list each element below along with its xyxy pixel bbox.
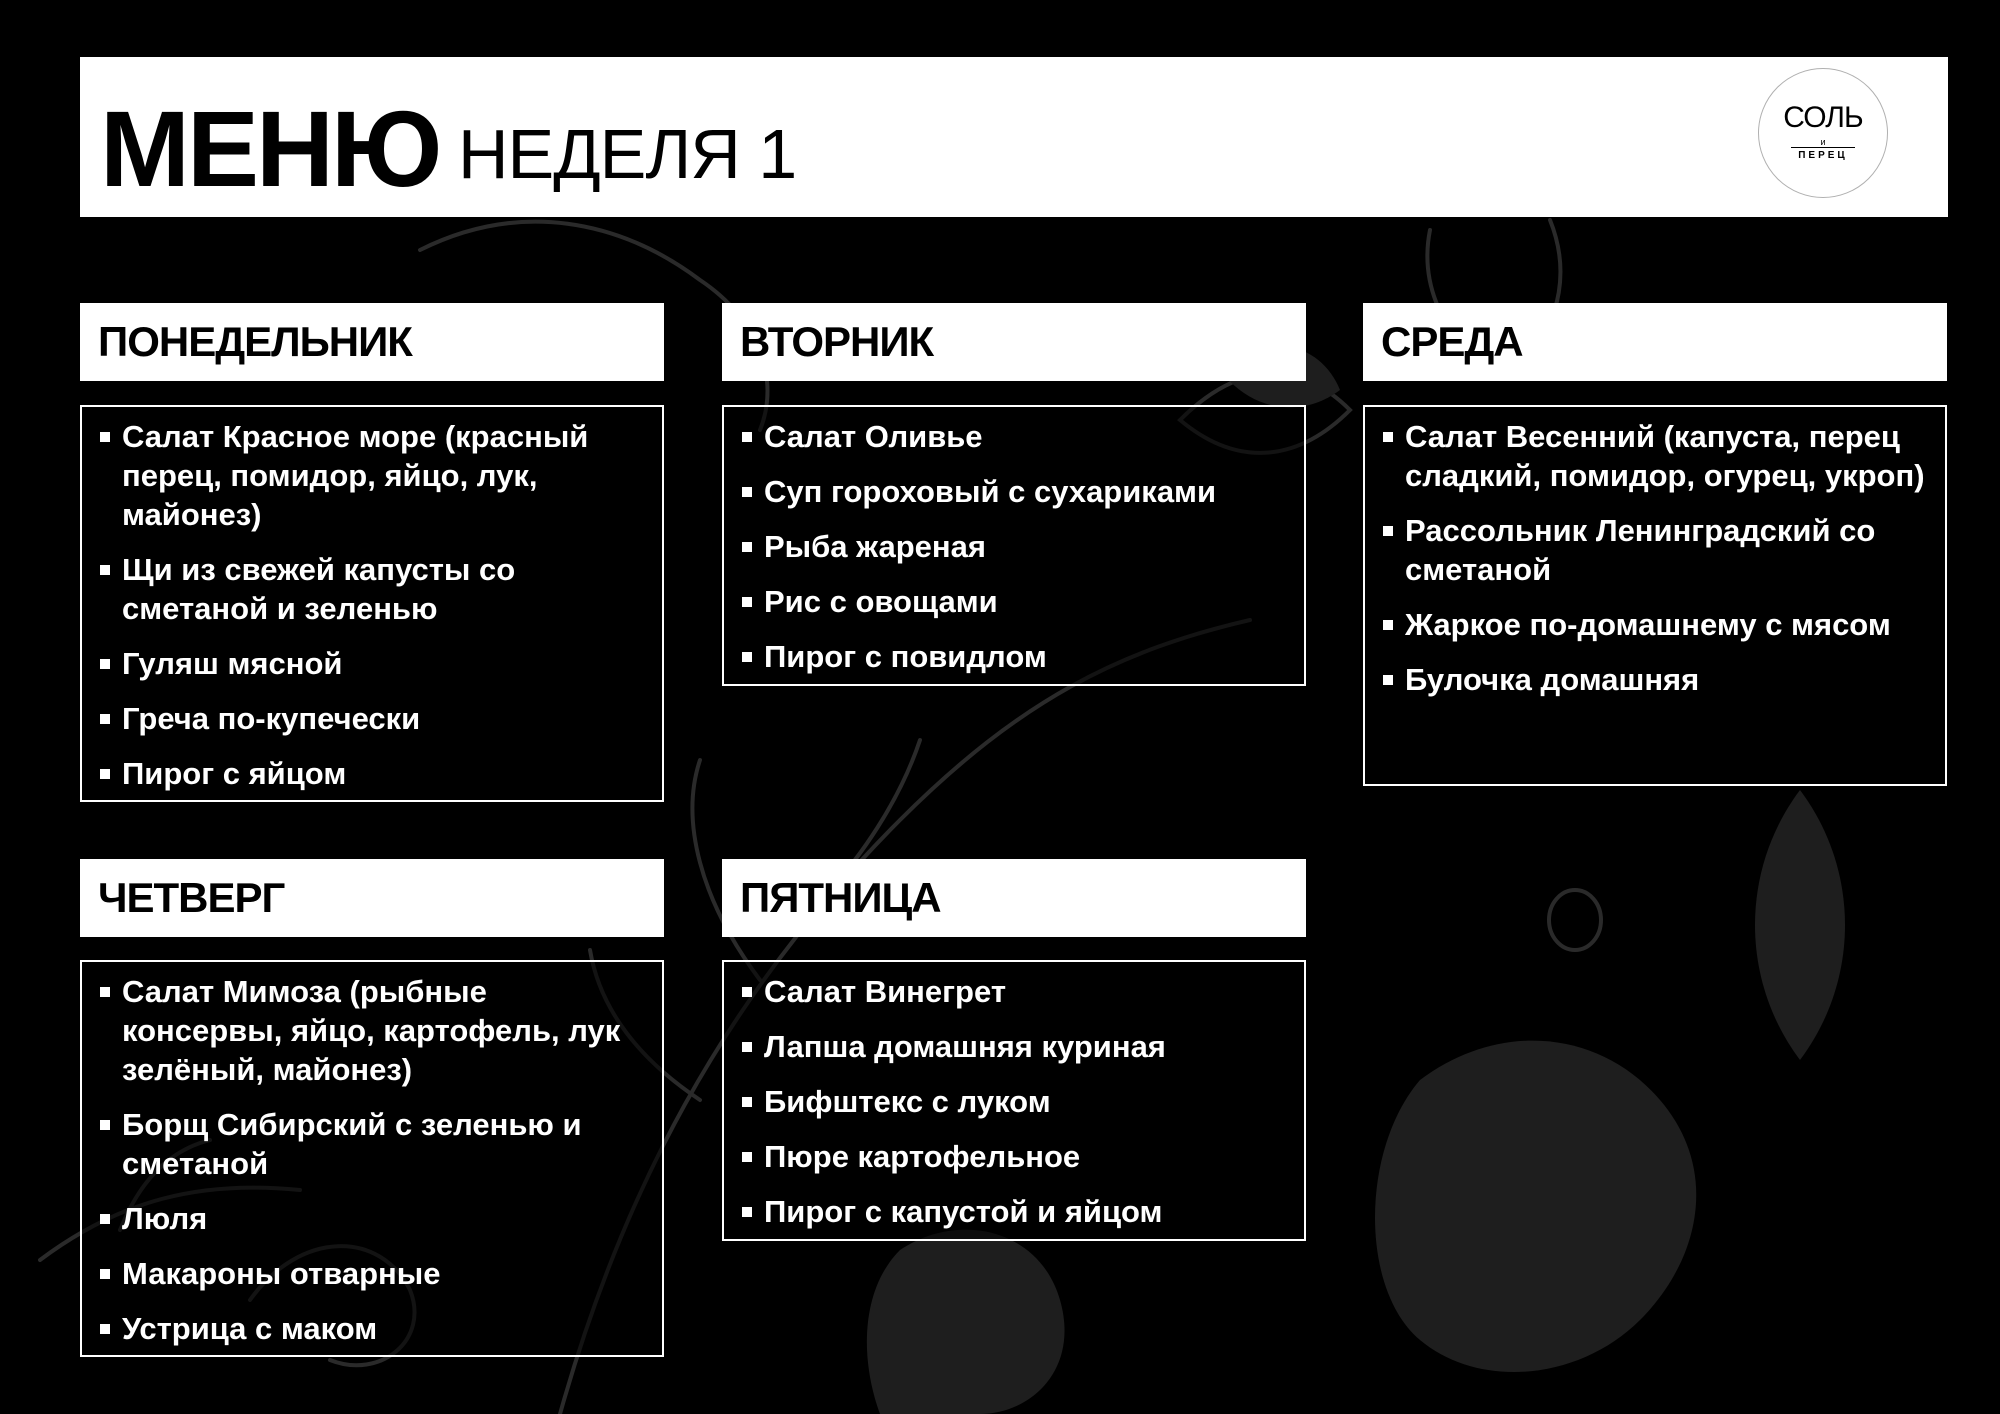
logo-word-bottom: ПЕРЕЦ: [1798, 150, 1848, 161]
bullet-icon: [742, 1097, 752, 1107]
menu-item-text: Булочка домашняя: [1405, 662, 1700, 697]
logo-divider: [1791, 147, 1855, 148]
menu-item: [100, 417, 644, 534]
page-title: МЕНЮ: [100, 88, 440, 209]
menu-item-text: Гуляш мясной: [122, 646, 343, 681]
menu-item-text: Салат Мимоза (рыбные консервы, яйцо, картофель, лук зелёный, майонез): [122, 974, 621, 1087]
bullet-icon: [1383, 620, 1393, 630]
menu-item-text: Рис с овощами: [764, 584, 998, 619]
menu-item: [100, 699, 644, 738]
menu-item-text: Салат Оливье: [764, 419, 983, 454]
mint-leaf-silhouette-decor: [867, 1230, 1065, 1414]
leaf-silhouette-decor: [1755, 790, 1845, 1060]
menu-item-text: Пирог с повидлом: [764, 639, 1047, 674]
bullet-icon: [742, 542, 752, 552]
menu-item: [100, 550, 644, 628]
menu-item: [742, 472, 1286, 511]
week-subtitle: НЕДЕЛЯ 1: [458, 115, 797, 193]
menu-item: [1383, 417, 1927, 495]
logo-word-middle: и: [1820, 137, 1826, 147]
parsley-silhouette-decor: [1375, 1041, 1696, 1372]
menu-header: [80, 57, 1948, 217]
menu-item: [1383, 660, 1927, 699]
bullet-icon: [100, 714, 110, 724]
menu-item-text: Суп гороховый с сухариками: [764, 474, 1217, 509]
menu-item: [100, 972, 644, 1089]
day-menu-wednesday: [1363, 405, 1947, 786]
menu-item-text: Макароны отварные: [122, 1256, 441, 1291]
day-menu-monday: [80, 405, 664, 802]
menu-item: [1383, 511, 1927, 589]
menu-item-text: Салат Весенний (капуста, перец сладкий, помидор, огурец, укроп): [1405, 419, 1925, 493]
menu-item-text: Греча по-купечески: [122, 701, 421, 736]
menu-item: [742, 1082, 1286, 1121]
menu-item-text: Рассольник Ленинградский со сметаной: [1405, 513, 1876, 587]
menu-item-text: Жаркое по-домашнему с мясом: [1405, 607, 1891, 642]
day-menu-friday: [722, 960, 1306, 1241]
day-header-thursday: ЧЕТВЕРГ: [80, 859, 664, 937]
menu-item-text: Люля: [122, 1201, 208, 1236]
menu-item-text: Лапша домашняя куриная: [764, 1029, 1166, 1064]
day-menu-thursday: [80, 960, 664, 1357]
bullet-icon: [1383, 526, 1393, 536]
menu-item-text: Щи из свежей капусты со сметаной и зеленью: [122, 552, 516, 626]
menu-item: [742, 972, 1286, 1011]
menu-item-text: Устрица с маком: [122, 1311, 378, 1346]
bullet-icon: [100, 987, 110, 997]
bullet-icon: [742, 987, 752, 997]
menu-item: [742, 1192, 1286, 1231]
day-header-friday: ПЯТНИЦА: [722, 859, 1306, 937]
menu-item: [100, 1309, 644, 1348]
menu-item-text: Рыба жареная: [764, 529, 986, 564]
bullet-icon: [742, 1152, 752, 1162]
menu-item-text: Салат Красное море (красный перец, помидор, яйцо, лук, майонез): [122, 419, 589, 532]
menu-item-text: Пюре картофельное: [764, 1139, 1081, 1174]
bullet-icon: [742, 432, 752, 442]
menu-item-text: Бифштекс с луком: [764, 1084, 1051, 1119]
menu-item-text: Пирог с яйцом: [122, 756, 347, 791]
bullet-icon: [100, 1214, 110, 1224]
bullet-icon: [100, 432, 110, 442]
day-header-monday: ПОНЕДЕЛЬНИК: [80, 303, 664, 381]
bullet-icon: [100, 769, 110, 779]
brand-logo: [1758, 68, 1888, 198]
menu-item-text: Салат Винегрет: [764, 974, 1007, 1009]
menu-item: [742, 1027, 1286, 1066]
bullet-icon: [742, 487, 752, 497]
bullet-icon: [100, 1120, 110, 1130]
day-header-wednesday: СРЕДА: [1363, 303, 1947, 381]
bullet-icon: [742, 1207, 752, 1217]
menu-item: [742, 637, 1286, 676]
bullet-icon: [100, 1269, 110, 1279]
bullet-icon: [1383, 432, 1393, 442]
menu-item: [100, 1199, 644, 1238]
bullet-icon: [1383, 675, 1393, 685]
menu-item-text: Борщ Сибирский с зеленью и сметаной: [122, 1107, 582, 1181]
day-menu-tuesday: [722, 405, 1306, 686]
menu-item: [100, 1254, 644, 1293]
seed-decor: [1549, 890, 1601, 950]
menu-item: [1383, 605, 1927, 644]
menu-item: [100, 1105, 644, 1183]
bullet-icon: [742, 1042, 752, 1052]
menu-item: [742, 1137, 1286, 1176]
logo-word-top: СОЛЬ: [1783, 101, 1863, 134]
bullet-icon: [742, 597, 752, 607]
menu-item: [742, 417, 1286, 456]
menu-item: [742, 527, 1286, 566]
bullet-icon: [100, 659, 110, 669]
bullet-icon: [100, 1324, 110, 1334]
bullet-icon: [100, 565, 110, 575]
menu-item: [100, 754, 644, 793]
bullet-icon: [742, 652, 752, 662]
menu-item: [100, 644, 644, 683]
day-header-tuesday: ВТОРНИК: [722, 303, 1306, 381]
menu-item: [742, 582, 1286, 621]
menu-item-text: Пирог с капустой и яйцом: [764, 1194, 1163, 1229]
